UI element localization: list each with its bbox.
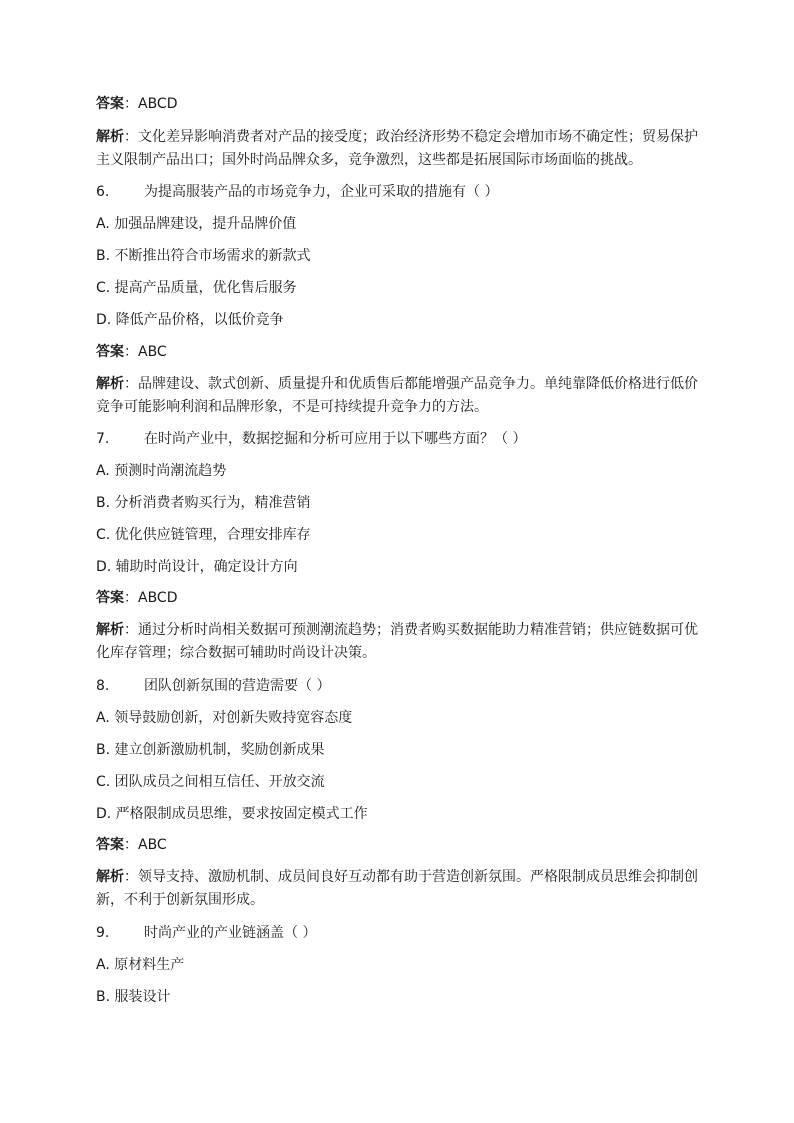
question-text: 在时尚产业中，数据挖掘和分析可应用于以下哪些方面？（ ）: [144, 431, 527, 447]
question-7: [96, 429, 526, 449]
separator: ：: [124, 869, 138, 885]
question-number: 6.: [96, 184, 110, 200]
question-number: 8.: [96, 678, 110, 694]
question-9: [96, 923, 316, 943]
answer-value: ABC: [138, 837, 167, 853]
answer-label: 答案: [96, 344, 124, 360]
option-c: C. 优化供应链管理，合理安排库存: [96, 527, 311, 543]
option-d: D. 降低产品价格，以低价竞争: [96, 312, 284, 328]
explanation-label: 解析: [96, 129, 124, 145]
question-6: [96, 182, 498, 202]
explanation-text: 文化差异影响消费者对产品的接受度；政治经济形势不稳定会增加市场不确定性；贸易保护主义限制产品出口；国外时尚品牌众多，竞争激烈，这些都是拓展国际市场面临的挑战。: [96, 129, 698, 168]
separator: ：: [124, 837, 138, 853]
question-number: 9.: [96, 925, 110, 941]
answer-line: [96, 342, 167, 362]
explanation-paragraph: [96, 373, 706, 419]
question-text: 团队创新氛围的营造需要（ ）: [144, 678, 331, 694]
option-a: A. 原材料生产: [96, 957, 185, 973]
separator: ：: [124, 129, 138, 145]
explanation-label: 解析: [96, 622, 124, 638]
question-number: 7.: [96, 431, 110, 447]
explanation-paragraph: [96, 126, 706, 172]
option-a: A. 加强品牌建设，提升品牌价值: [96, 216, 297, 232]
separator: ：: [124, 344, 138, 360]
option-b: B. 建立创新激励机制，奖励创新成果: [96, 742, 325, 758]
answer-label: 答案: [96, 96, 124, 112]
explanation-paragraph: [96, 619, 706, 665]
answer-value: ABCD: [138, 96, 178, 112]
separator: ：: [124, 622, 138, 638]
answer-line: [96, 94, 178, 114]
option-c: C. 提高产品质量，优化售后服务: [96, 280, 297, 296]
question-text: 时尚产业的产业链涵盖（ ）: [144, 925, 317, 941]
option-c: C. 团队成员之间相互信任、开放交流: [96, 774, 325, 790]
answer-label: 答案: [96, 837, 124, 853]
separator: ：: [124, 96, 138, 112]
option-d: D. 严格限制成员思维，要求按固定模式工作: [96, 806, 368, 822]
explanation-label: 解析: [96, 376, 124, 392]
answer-line: [96, 588, 178, 608]
explanation-label: 解析: [96, 869, 124, 885]
separator: ：: [124, 376, 138, 392]
option-d: D. 辅助时尚设计，确定设计方向: [96, 559, 298, 575]
option-b: B. 分析消费者购买行为，精准营销: [96, 495, 311, 511]
explanation-text: 领导支持、激励机制、成员间良好互动都有助于营造创新氛围。严格限制成员思维会抑制创新，不利于创新氛围形成。: [96, 869, 698, 908]
explanation-text: 通过分析时尚相关数据可预测潮流趋势；消费者购买数据能助力精准营销；供应链数据可优化库存管理；综合数据可辅助时尚设计决策。: [96, 622, 698, 661]
separator: ：: [124, 590, 138, 606]
option-a: A. 领导鼓励创新，对创新失败持宽容态度: [96, 710, 353, 726]
answer-label: 答案: [96, 590, 124, 606]
explanation-paragraph: [96, 866, 706, 912]
question-8: [96, 676, 330, 696]
answer-value: ABC: [138, 344, 167, 360]
option-a: A. 预测时尚潮流趋势: [96, 463, 227, 479]
question-text: 为提高服装产品的市场竞争力，企业可采取的措施有（ ）: [144, 184, 499, 200]
option-b: B. 不断推出符合市场需求的新款式: [96, 248, 311, 264]
answer-value: ABCD: [138, 590, 178, 606]
explanation-text: 品牌建设、款式创新、质量提升和优质售后都能增强产品竞争力。单纯靠降低价格进行低价竞争可能影响利润和品牌形象，不是可持续提升竞争力的方法。: [96, 376, 698, 415]
answer-line: [96, 835, 167, 855]
option-b: B. 服装设计: [96, 989, 171, 1005]
